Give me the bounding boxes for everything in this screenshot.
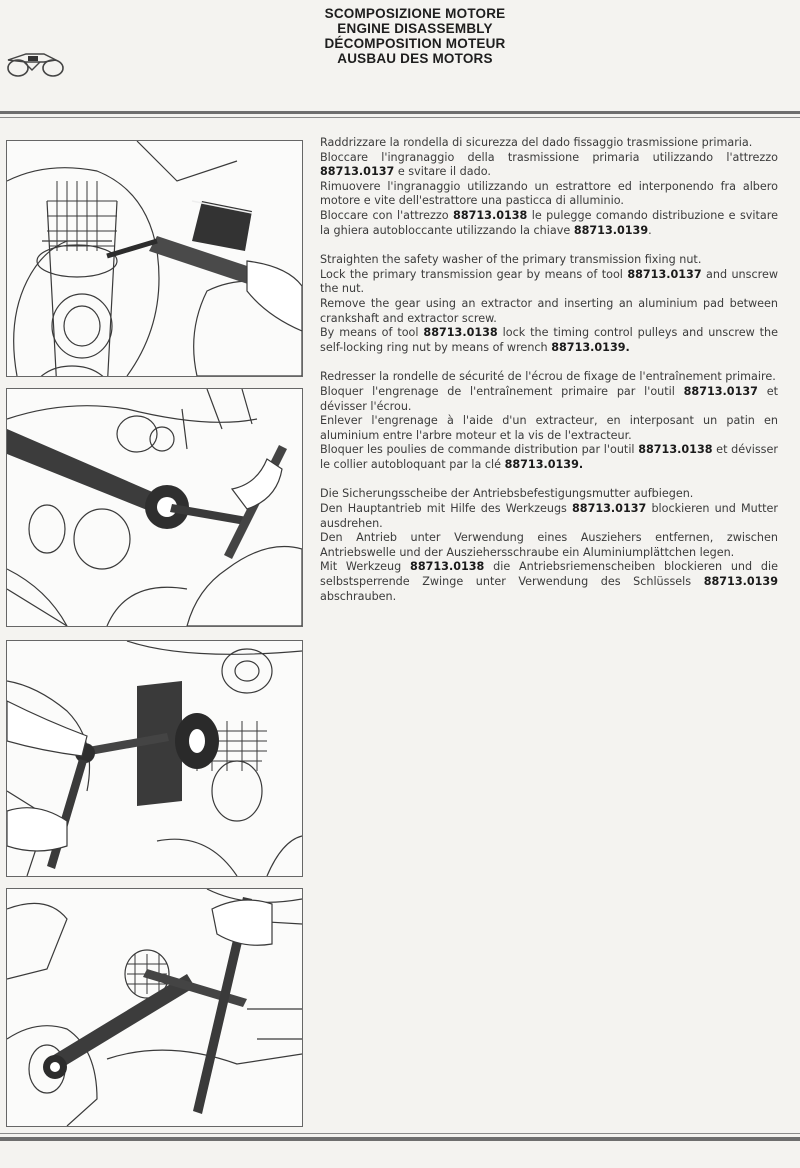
figure-ring-nut-wrench bbox=[6, 888, 303, 1127]
tool-code: 88713.0137 bbox=[320, 165, 395, 179]
paragraph bbox=[320, 209, 778, 238]
text: Den Antrieb unter Verwendung eines Ausziehers entfernen, zwischen Antriebswelle und der Ausziehersschraube ein Aluminiumplättchen legen. bbox=[320, 531, 778, 559]
tool-code: 88713.0139. bbox=[551, 340, 630, 354]
text: Bloccare con l'attrezzo bbox=[320, 208, 454, 222]
title-italian: SCOMPOSIZIONE MOTORE bbox=[324, 6, 506, 21]
title-german: AUSBAU DES MOTORS bbox=[337, 51, 493, 66]
english-section bbox=[320, 253, 778, 355]
tool-code: 88713.0138 bbox=[638, 443, 713, 457]
text: abschrauben. bbox=[320, 589, 397, 603]
text: Die Sicherungsscheibe der Antriebsbefestigungsmutter aufbiegen. bbox=[320, 487, 694, 501]
text: Raddrizzare la rondella di sicurezza del dado fissaggio trasmissione primaria. bbox=[320, 136, 753, 149]
text: Bloccare l'ingranaggio della trasmissione primaria utilizzando l'attrezzo bbox=[320, 150, 778, 164]
bottom-rule-thick bbox=[0, 1137, 800, 1141]
text: et dévisser le collier autobloquant par la clé bbox=[320, 443, 778, 471]
text: blockieren und Mutter ausdrehen. bbox=[320, 502, 778, 530]
text: die Antriebsriemenscheiben blockieren und die selbstsperrende Zwinge unter Verwendung des Schlüssels bbox=[320, 560, 778, 589]
top-rule-thin bbox=[0, 117, 800, 118]
paragraph bbox=[320, 253, 778, 268]
tool-code: 88713.0139 bbox=[703, 575, 778, 589]
text: Enlever l'engrenage à l'aide d'un extracteur, en interposant un patin en aluminium entre l'arbre moteur et la vis de l'extracteur. bbox=[320, 414, 778, 442]
text: et dévisser l'écrou. bbox=[320, 384, 778, 413]
paragraph bbox=[320, 560, 778, 604]
tool-code: 88713.0139 bbox=[573, 223, 649, 237]
paragraph bbox=[320, 487, 778, 502]
text: Bloquer les poulies de commande distribution par l'outil bbox=[320, 443, 639, 457]
text: Rimuovere l'ingranaggio utilizzando un estrattore ed interponendo fra albero motore e vite dell'estrattore una pasticca di alluminio. bbox=[320, 179, 778, 208]
text: Bloquer l'engrenage de l'entraînement primaire par l'outil bbox=[320, 384, 684, 398]
top-rule-thick bbox=[0, 111, 800, 114]
bottom-rule-thin bbox=[0, 1133, 800, 1134]
paragraph bbox=[320, 531, 778, 560]
motorcycle-logo-icon bbox=[4, 44, 66, 80]
text: Straighten the safety washer of the primary transmission fixing nut. bbox=[320, 253, 702, 267]
figure-extractor-tool bbox=[6, 388, 303, 627]
page-header bbox=[0, 6, 800, 66]
figure-pulley-locking-tool bbox=[6, 640, 303, 877]
paragraph bbox=[320, 151, 778, 180]
text: Mit Werkzeug bbox=[320, 560, 411, 574]
tool-code: 88713.0137 bbox=[627, 267, 702, 281]
text: Lock the primary transmission gear by means of tool bbox=[320, 267, 628, 281]
text: le pulegge comando distribuzione e svitare la ghiera autobloccante utilizzando la chiave bbox=[320, 208, 778, 237]
italian-section bbox=[320, 136, 778, 238]
paragraph bbox=[320, 297, 778, 326]
text: and unscrew the nut. bbox=[320, 267, 778, 296]
paragraph bbox=[320, 326, 778, 355]
paragraph bbox=[320, 414, 778, 443]
paragraph bbox=[320, 502, 778, 531]
instructions-text bbox=[320, 136, 778, 604]
german-section bbox=[320, 487, 778, 604]
tool-code: 88713.0138 bbox=[423, 326, 498, 340]
text: lock the timing control pulleys and unscrew the self-locking ring nut by means of wrench bbox=[320, 326, 778, 354]
figure-hammer-primary-gear bbox=[6, 140, 303, 377]
tool-code: 88713.0138 bbox=[453, 208, 528, 222]
tool-code: 88713.0137 bbox=[572, 502, 647, 516]
text: Redresser la rondelle de sécurité de l'écrou de fixage de l'entraînement primaire. bbox=[320, 370, 776, 384]
tool-code: 88713.0139. bbox=[504, 457, 584, 471]
paragraph bbox=[320, 268, 778, 297]
paragraph bbox=[320, 385, 778, 414]
text: By means of tool bbox=[320, 326, 424, 340]
paragraph bbox=[320, 443, 778, 472]
paragraph bbox=[320, 180, 778, 209]
text: e svitare il dado. bbox=[394, 165, 491, 179]
title-french: DÉCOMPOSITION MOTEUR bbox=[324, 36, 506, 51]
french-section bbox=[320, 370, 778, 472]
text: . bbox=[648, 223, 652, 237]
text: Remove the gear using an extractor and inserting an aluminium pad between crankshaft and extractor screw. bbox=[320, 296, 778, 325]
tool-code: 88713.0138 bbox=[410, 560, 485, 574]
paragraph bbox=[320, 370, 778, 385]
paragraph bbox=[320, 136, 778, 151]
tool-code: 88713.0137 bbox=[683, 384, 758, 398]
text: Den Hauptantrieb mit Hilfe des Werkzeugs bbox=[320, 502, 573, 516]
title-english: ENGINE DISASSEMBLY bbox=[337, 21, 493, 36]
